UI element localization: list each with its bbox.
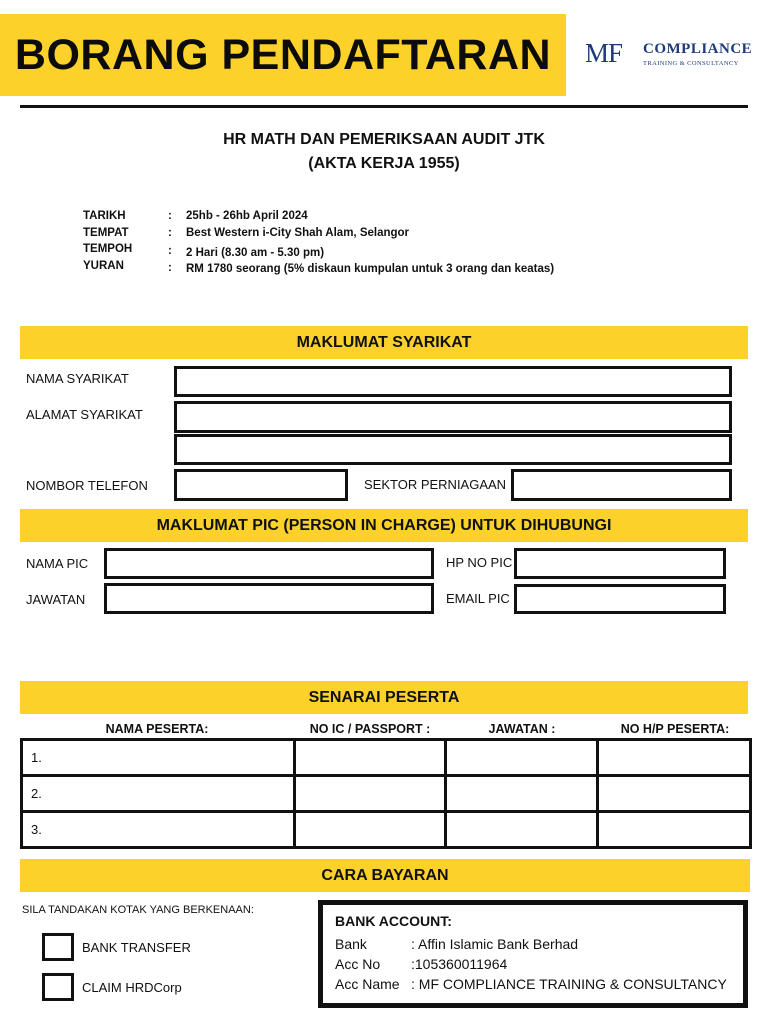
info-value-fee: RM 1780 seorang (5% diskaun kumpulan untuk 3 orang dan keatas) <box>186 263 555 275</box>
pic-name-label: NAMA PIC <box>26 556 89 571</box>
info-value-venue: Best Western i-City Shah Alam, Selangor <box>186 227 410 239</box>
acc-name-key: Acc Name <box>335 976 400 992</box>
info-value-duration: 2 Hari (8.30 am - 5.30 pm) <box>186 247 325 259</box>
bank-transfer-checkbox[interactable] <box>42 933 74 961</box>
phone-cell[interactable] <box>597 740 750 776</box>
bank-name-row <box>335 936 578 952</box>
pic-hp-input[interactable] <box>514 548 726 579</box>
acc-no-row <box>335 956 507 972</box>
ic-cell[interactable] <box>294 812 445 848</box>
bank-value: : Affin Islamic Bank Berhad <box>411 936 579 952</box>
info-value-date: 25hb - 26hb April 2024 <box>186 210 308 222</box>
title-banner <box>0 14 566 96</box>
info-colon: : <box>168 227 172 239</box>
phone-input[interactable] <box>174 469 348 501</box>
info-label-duration: TEMPOH <box>83 243 133 255</box>
info-colon: : <box>168 210 172 222</box>
acc-name-row <box>335 976 727 992</box>
participants-table <box>20 738 752 849</box>
pic-hp-label: HP NO PIC <box>446 555 513 570</box>
logo-name: COMPLIANCE <box>643 41 753 57</box>
company-logo <box>583 38 758 74</box>
position-cell[interactable] <box>446 740 597 776</box>
row-number[interactable]: 3. <box>22 812 295 848</box>
info-label-date: TARIKH <box>83 210 126 222</box>
hrdcorp-label: CLAIM HRDCorp <box>82 980 182 995</box>
row-number[interactable]: 1. <box>22 740 295 776</box>
section-company: MAKLUMAT SYARIKAT <box>20 326 748 359</box>
phone-cell[interactable] <box>597 812 750 848</box>
section-payment: CARA BAYARAN <box>20 859 750 892</box>
pic-email-input[interactable] <box>514 584 726 614</box>
position-cell[interactable] <box>446 812 597 848</box>
acc-no-value: :105360011964 <box>411 956 508 972</box>
section-participants: SENARAI PESERTA <box>20 681 748 714</box>
col-header-ic: NO IC / PASSPORT : <box>309 722 431 736</box>
pic-position-input[interactable] <box>104 583 434 614</box>
table-row <box>22 740 751 776</box>
col-header-position: JAWATAN : <box>488 722 556 736</box>
bank-transfer-label: BANK TRANSFER <box>82 940 191 955</box>
acc-name-value: : MF COMPLIANCE TRAINING & CONSULTANCY <box>411 976 727 992</box>
pic-email-label: EMAIL PIC <box>446 591 510 606</box>
info-label-venue: TEMPAT <box>83 227 129 239</box>
ic-cell[interactable] <box>294 776 445 812</box>
phone-label: NOMBOR TELEFON <box>26 478 148 493</box>
company-address-label: ALAMAT SYARIKAT <box>26 407 143 422</box>
pic-name-input[interactable] <box>104 548 434 579</box>
logo-mf: MF <box>585 38 623 68</box>
acc-no-key: Acc No <box>335 956 381 972</box>
payment-instruction: SILA TANDAKAN KOTAK YANG BERKENAAN: <box>22 904 254 916</box>
course-title: HR MATH DAN PEMERIKSAAN AUDIT JTK <box>223 131 545 148</box>
table-row <box>22 776 751 812</box>
hrdcorp-checkbox[interactable] <box>42 973 74 1001</box>
col-header-name: NAMA PESERTA: <box>105 722 209 736</box>
bank-account-title: BANK ACCOUNT: <box>335 913 452 929</box>
info-colon: : <box>168 262 172 274</box>
company-address-input-2[interactable] <box>174 434 732 465</box>
company-name-label: NAMA SYARIKAT <box>26 371 129 386</box>
row-number[interactable]: 2. <box>22 776 295 812</box>
company-name-input[interactable] <box>174 366 732 397</box>
info-colon: : <box>168 245 172 257</box>
logo-subtitle: TRAINING & CONSULTANCY <box>643 60 739 67</box>
bank-account-box <box>318 900 748 1008</box>
header-divider <box>20 105 748 108</box>
company-address-input-1[interactable] <box>174 401 732 433</box>
pic-position-label: JAWATAN <box>26 592 86 607</box>
phone-cell[interactable] <box>597 776 750 812</box>
course-subtitle: (AKTA KERJA 1955) <box>308 155 460 172</box>
ic-cell[interactable] <box>294 740 445 776</box>
bank-key: Bank <box>335 936 367 952</box>
info-label-fee: YURAN <box>83 260 124 272</box>
table-row <box>22 812 751 848</box>
form-title: BORANG PENDAFTARAN <box>14 30 552 79</box>
sector-input[interactable] <box>511 469 732 501</box>
section-pic: MAKLUMAT PIC (PERSON IN CHARGE) UNTUK DIHUBUNGI <box>20 509 748 542</box>
col-header-phone: NO H/P PESERTA: <box>620 722 730 736</box>
sector-label: SEKTOR PERNIAGAAN <box>364 477 507 492</box>
position-cell[interactable] <box>446 776 597 812</box>
